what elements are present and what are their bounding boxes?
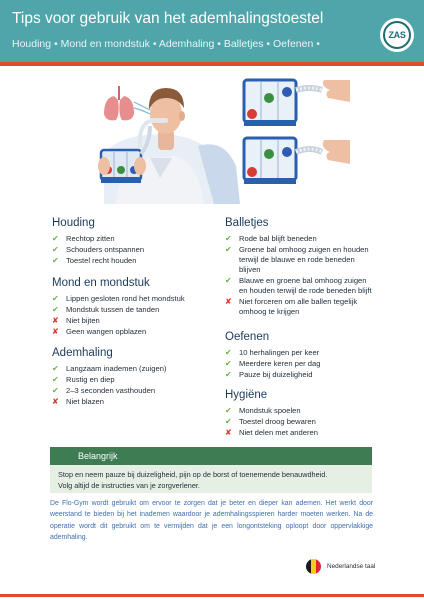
section-heading: Oefenen bbox=[225, 331, 270, 343]
cross-icon: ✘ bbox=[52, 316, 59, 325]
checklist-item-text: Mondstuk tussen de tanden bbox=[66, 305, 160, 314]
footer-accent-line bbox=[0, 594, 424, 597]
checklist-item bbox=[225, 245, 375, 275]
checklist-item-text: Toestel droog bewaren bbox=[239, 417, 316, 426]
checklist bbox=[225, 234, 375, 317]
checklist-item bbox=[225, 276, 375, 296]
checklist-item bbox=[225, 417, 375, 427]
checklist-item bbox=[52, 234, 212, 244]
section-ademhaling bbox=[52, 346, 217, 408]
checklist-item bbox=[52, 327, 217, 337]
checkmark-icon: ✔ bbox=[225, 348, 232, 357]
checklist-item bbox=[52, 316, 217, 326]
checkmark-icon: ✔ bbox=[225, 234, 232, 243]
section-heading: Ademhaling bbox=[52, 347, 113, 359]
section-houding bbox=[52, 216, 212, 267]
belgian-flag-icon bbox=[306, 559, 321, 574]
checkmark-icon: ✔ bbox=[225, 359, 232, 368]
section-heading: Balletjes bbox=[225, 217, 269, 229]
important-line-2: Volg altijd de instructies van je zorgverlener. bbox=[58, 481, 200, 490]
checkmark-icon: ✔ bbox=[52, 294, 59, 303]
important-line-1: Stop en neem pauze bij duizeligheid, pijn op de borst of toenemende benauwdheid. bbox=[58, 470, 328, 479]
checklist-item-text: Niet forceren om alle ballen tegelijk omhoog te krijgen bbox=[239, 297, 358, 316]
checklist-item-text: Meerdere keren per dag bbox=[239, 359, 321, 368]
checkmark-icon: ✔ bbox=[52, 245, 59, 254]
checklist-item-text: Rode bal blijft beneden bbox=[239, 234, 317, 243]
checkmark-icon: ✔ bbox=[225, 276, 232, 285]
checklist-item-text: Geen wangen opblazen bbox=[66, 327, 147, 336]
checklist-item bbox=[225, 428, 375, 438]
checklist bbox=[225, 348, 375, 380]
checklist-item-text: Toestel recht houden bbox=[66, 256, 137, 265]
checklist-item bbox=[225, 359, 375, 369]
checkmark-icon: ✔ bbox=[52, 364, 59, 373]
checkmark-icon: ✔ bbox=[225, 370, 232, 379]
checklist-item-text: Rustig en diep bbox=[66, 375, 115, 384]
checklist-item bbox=[52, 364, 217, 374]
page-title: Tips voor gebruik van het ademhalingstoestel bbox=[12, 10, 324, 27]
device-description: De Flo-Gym wordt gebruikt om ervoor te zorgen dat je beter en dieper kan ademen. Het werkt door weerstand te bieden bij het inademen waardoor je ademhalingsspieren harder moeten werken. Na de operatie wordt dit gebruikt om te vermijden dat je een longontsteking oploopt door oppervlakkige ademhaling. bbox=[50, 500, 373, 541]
logo-text: ZAS bbox=[388, 30, 406, 40]
checklist-item bbox=[52, 294, 217, 304]
section-heading: Mond en mondstuk bbox=[52, 277, 150, 289]
device-top bbox=[244, 80, 350, 126]
checklist-item bbox=[52, 397, 217, 407]
important-box bbox=[50, 447, 372, 493]
section-heading: Houding bbox=[52, 217, 95, 229]
cross-icon: ✘ bbox=[225, 428, 232, 437]
lungs-icon bbox=[104, 86, 150, 120]
checklist-item-text: Niet bijten bbox=[66, 316, 100, 325]
checkmark-icon: ✔ bbox=[52, 256, 59, 265]
section-oefenen bbox=[225, 330, 375, 381]
checklist bbox=[52, 234, 212, 266]
checklist-item bbox=[225, 297, 375, 317]
checkmark-icon: ✔ bbox=[225, 406, 232, 415]
checklist-item bbox=[52, 245, 212, 255]
checklist-item bbox=[52, 386, 217, 396]
checklist-item-text: 10 herhalingen per keer bbox=[239, 348, 320, 357]
checkmark-icon: ✔ bbox=[225, 245, 232, 254]
checklist bbox=[225, 406, 375, 438]
checklist-item-text: Schouders ontspannen bbox=[66, 245, 145, 254]
checkmark-icon: ✔ bbox=[52, 375, 59, 384]
checklist-item-text: 2–3 seconden vasthouden bbox=[66, 386, 156, 395]
checkmark-icon: ✔ bbox=[225, 417, 232, 426]
checklist-item bbox=[52, 305, 217, 315]
zas-logo bbox=[380, 18, 414, 52]
checklist-item-text: Niet blazen bbox=[66, 397, 104, 406]
cross-icon: ✘ bbox=[52, 327, 59, 336]
checklist-item-text: Langzaam inademen (zuigen) bbox=[66, 364, 167, 373]
language-label: Nederlandse taal bbox=[327, 563, 376, 570]
checkmark-icon: ✔ bbox=[52, 386, 59, 395]
cross-icon: ✘ bbox=[52, 397, 59, 406]
checklist-item-text: Rechtop zitten bbox=[66, 234, 115, 243]
checkmark-icon: ✔ bbox=[52, 234, 59, 243]
important-title: Belangrijk bbox=[78, 451, 118, 461]
checklist-item-text: Niet delen met anderen bbox=[239, 428, 318, 437]
checklist-item bbox=[52, 256, 212, 266]
section-hygiene bbox=[225, 388, 375, 439]
checklist-item bbox=[225, 348, 375, 358]
checklist bbox=[52, 294, 217, 337]
checklist-item-text: Blauwe en groene bal omhoog zuigen en houden terwijl de rode beneden blijft bbox=[239, 276, 372, 295]
checklist-item-text: Pauze bij duizeligheid bbox=[239, 370, 313, 379]
illustration-area bbox=[0, 66, 424, 204]
important-header bbox=[50, 447, 372, 465]
section-mond-en-mondstuk bbox=[52, 276, 217, 338]
checklist-item-text: Groene bal omhoog zuigen en houden terwijl de blauwe en rode beneden blijven bbox=[239, 245, 369, 274]
checkmark-icon: ✔ bbox=[52, 305, 59, 314]
section-balletjes bbox=[225, 216, 375, 318]
checklist-item-text: Mondstuk spoelen bbox=[239, 406, 301, 415]
cross-icon: ✘ bbox=[225, 297, 232, 306]
checklist-item-text: Lippen gesloten rond het mondstuk bbox=[66, 294, 185, 303]
device-bottom bbox=[244, 138, 350, 184]
breathing-device-illustration bbox=[0, 66, 424, 204]
checklist-item bbox=[225, 370, 375, 380]
checklist-item bbox=[52, 375, 217, 385]
checklist-item bbox=[225, 234, 375, 244]
page-subtitle: Houding • Mond en mondstuk • Ademhaling • Balletjes • Oefenen • bbox=[12, 38, 320, 50]
section-heading: Hygiëne bbox=[225, 389, 268, 401]
logo-ring bbox=[383, 21, 411, 49]
checklist-item bbox=[225, 406, 375, 416]
checklist bbox=[52, 364, 217, 407]
